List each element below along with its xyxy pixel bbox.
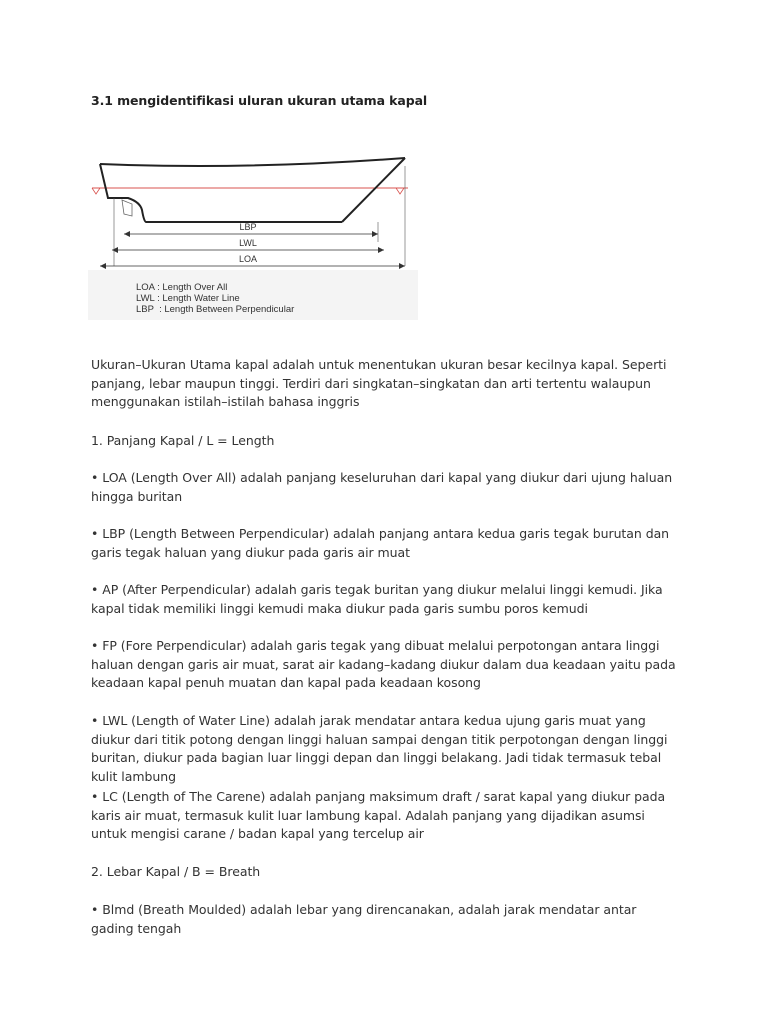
section-heading: 3.1 mengidentifikasi uluran ukuran utama kapal	[91, 93, 428, 108]
fwd-water-marker	[396, 188, 404, 194]
bullet-ap: • AP (After Perpendicular) adalah garis tegak buritan yang diukur melalui linggi kemudi. Jika kapal tidak memiliki linggi kemudi maka diukur pada garis sumbu poros kemudi	[91, 582, 663, 616]
bow-line	[342, 158, 405, 222]
lbp-arrow-left	[124, 231, 130, 237]
loa-arrow-left	[100, 263, 106, 269]
legend-item-loa: LOA : Length Over All	[136, 282, 228, 293]
lwl-label: LWL	[239, 238, 257, 248]
subheading-length: 1. Panjang Kapal / L = Length	[91, 433, 275, 448]
legend-item-lbp: LBP : Length Between Perpendicular	[136, 304, 295, 315]
intro-paragraph: Ukuran–Ukuran Utama kapal adalah untuk menentukan ukuran besar kecilnya kapal. Seperti panjang, lebar maupun tinggi. Terdiri dari singkatan–singkatan dan arti tertentu walaupun menggunakan istilah–istilah bahasa inggris	[91, 357, 667, 409]
loa-label: LOA	[238, 254, 258, 264]
stern-line	[100, 164, 146, 222]
bullet-lc: • LC (Length of The Carene) adalah panjang maksimum draft / sarat kapal yang diukur pada karis air muat, termasuk kulit luar lambung kapal. Adalah panjang yang dijadikan asumsi untuk mengisi carane / badan kapal yang tercelup air	[91, 789, 666, 841]
bullet-blmd: • Blmd (Breath Moulded) adalah lebar yang direncanakan, adalah jarak mendatar antar gading tengah	[91, 902, 637, 936]
loa-arrow-right	[399, 263, 405, 269]
lwl-arrow-right	[378, 247, 384, 253]
bullet-loa: • LOA (Length Over All) adalah panjang keseluruhan dari kapal yang diukur dari ujung haluan hingga buritan	[91, 470, 673, 504]
figure-legend	[136, 282, 294, 315]
lbp-label: LBP	[239, 222, 257, 232]
aft-water-marker	[92, 188, 100, 194]
bullet-fp: • FP (Fore Perpendicular) adalah garis tegak yang dibuat melalui perpotongan antara linggi haluan dengan garis air muat, sarat air kadang–kadang diukur dalam dua keadaan yaitu pada keadaan kapal penuh muatan dan kapal pada keadaan kosong	[91, 638, 676, 690]
subheading-breadth: 2. Lebar Kapal / B = Breath	[91, 864, 261, 879]
bullet-lbp: • LBP (Length Between Perpendicular) adalah panjang antara kedua garis tegak burutan dan garis tegak haluan yang diukur pada garis air muat	[91, 526, 670, 560]
legend-item-lwl: LWL : Length Water Line	[136, 293, 240, 304]
lbp-arrow-right	[372, 231, 378, 237]
lwl-arrow-left	[112, 247, 118, 253]
rudder-shape	[122, 200, 132, 216]
bullet-lwl: • LWL (Length of Water Line) adalah jarak mendatar antara kedua ujung garis muat yang diukur dari titik potong dengan linggi haluan sampai dengan titik perpotongan dengan linggi buritan, diukur pada bagian luar linggi depan dan linggi belakang. Jadi tidak termasuk tebal kulit lambung	[91, 713, 668, 784]
deck-line	[100, 158, 405, 166]
